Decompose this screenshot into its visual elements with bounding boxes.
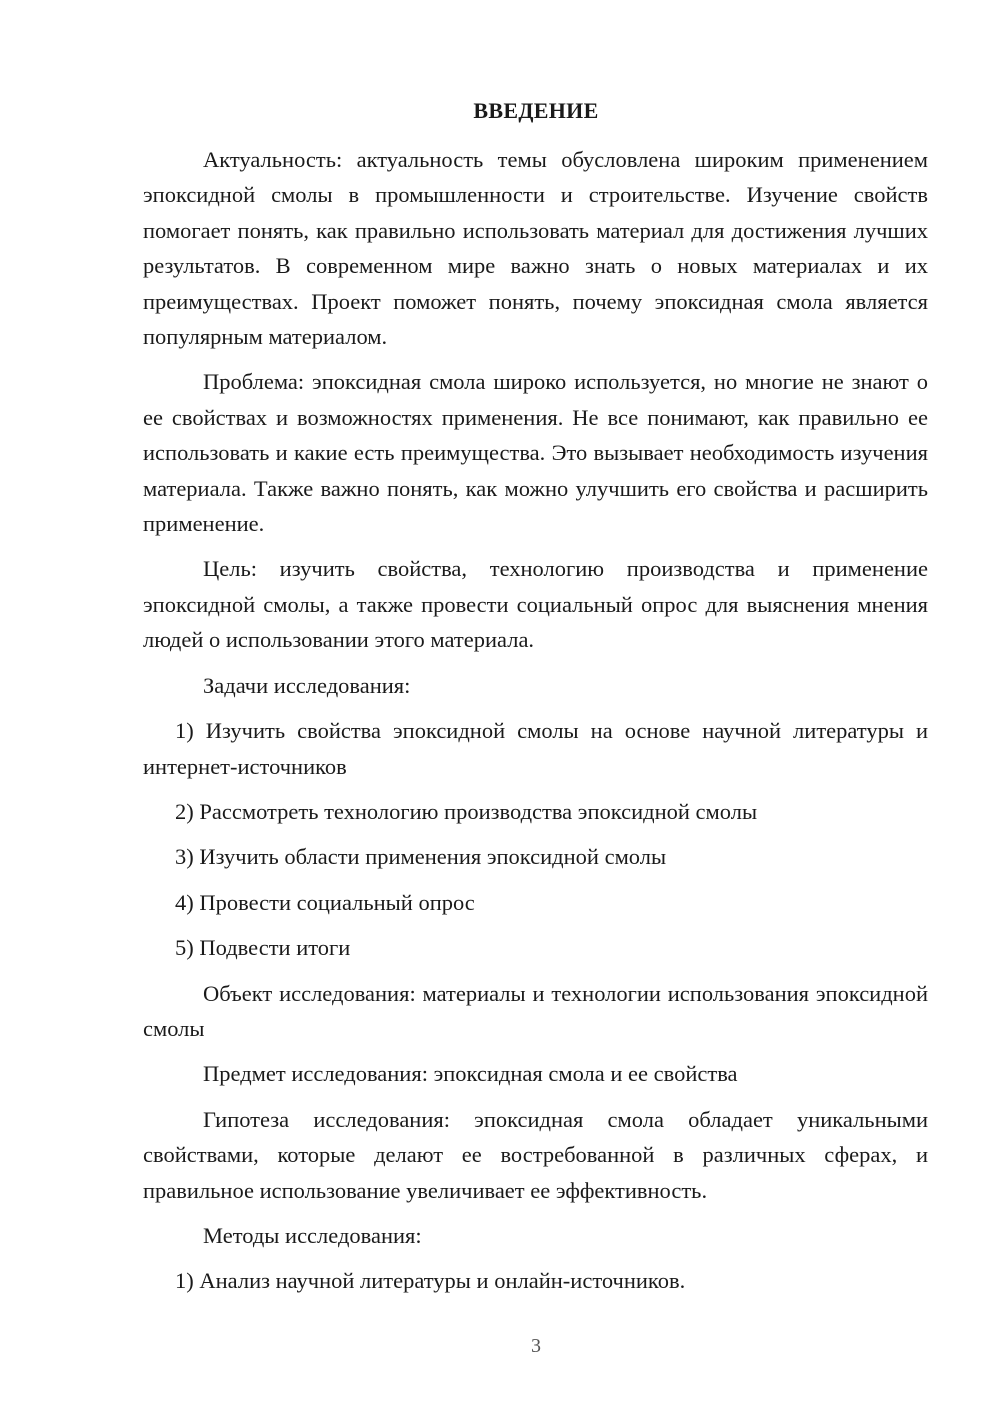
- task-item-3: 3) Изучить области применения эпоксидной смолы: [175, 844, 667, 870]
- task-item-2: 2) Рассмотреть технологию производства эпоксидной смолы: [175, 798, 758, 824]
- paragraph-hypothesis: Гипотеза исследования: эпоксидная смола обладает уникальными свойствами, которые делают ее востребованной в различных сферах, и правильное использование увеличивает ее эффективность.: [143, 1106, 928, 1203]
- methods-heading: Методы исследования:: [203, 1222, 422, 1248]
- page-number: 3: [531, 1335, 541, 1357]
- method-item-1: 1) Анализ научной литературы и онлайн-источников.: [175, 1268, 686, 1294]
- paragraph-object: Объект исследования: материалы и технологии использования эпоксидной смолы: [143, 980, 928, 1041]
- task-item-1: 1) Изучить свойства эпоксидной смолы на основе научной литературы и интернет-источников: [143, 718, 928, 779]
- task-item-4: 4) Провести социальный опрос: [175, 889, 475, 915]
- paragraph-subject: Предмет исследования: эпоксидная смола и ее свойства: [203, 1061, 738, 1087]
- page-title: ВВЕДЕНИЕ: [473, 98, 599, 123]
- paragraph-relevance: Актуальность: актуальность темы обусловлена широким применением эпоксидной смолы в промышленности и строительстве. Изучение свойств помогает понять, как правильно использовать материал для достижения лучших результатов. В современном мире важно знать о новых материалах и их преимуществах. Проект поможет понять, почему эпоксидная смола является популярным материалом.: [143, 147, 928, 350]
- tasks-heading: Задачи исследования:: [203, 672, 411, 698]
- task-item-5: 5) Подвести итоги: [175, 935, 351, 961]
- paragraph-goal: Цель: изучить свойства, технологию производства и применение эпоксидной смолы, а также провести социальный опрос для выяснения мнения людей о использовании этого материала.: [143, 556, 928, 653]
- paragraph-problem: Проблема: эпоксидная смола широко используется, но многие не знают о ее свойствах и возможностях применения. Не все понимают, как правильно ее использовать и какие есть преимущества. Это вызывает необходимость изучения материала. Также важно понять, как можно улучшить его свойства и расширить применение.: [143, 369, 928, 537]
- body-text: [143, 142, 928, 1309]
